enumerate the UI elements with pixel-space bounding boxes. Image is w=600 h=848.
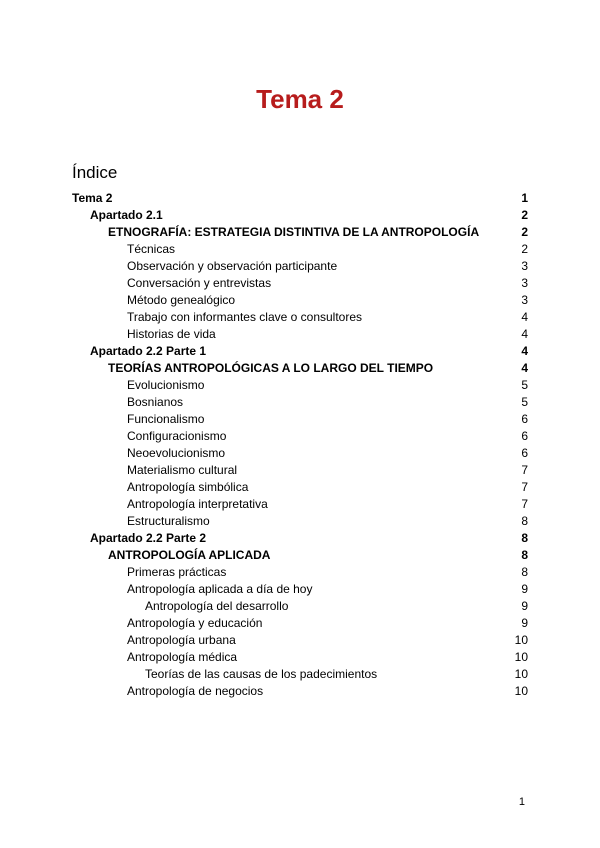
- toc-entry-label: ANTROPOLOGÍA APLICADA: [108, 548, 271, 562]
- toc-entry[interactable]: [72, 479, 528, 496]
- toc-entry-label: Antropología aplicada a día de hoy: [127, 582, 313, 596]
- toc-entry-page: 10: [514, 650, 528, 664]
- toc-entry-page: 8: [521, 548, 528, 562]
- toc-entry[interactable]: [72, 377, 528, 394]
- toc-entry-label: Primeras prácticas: [127, 565, 227, 579]
- toc-entry[interactable]: [72, 207, 528, 224]
- toc-entry[interactable]: [72, 615, 528, 632]
- toc-entry[interactable]: [72, 564, 528, 581]
- toc-entry-label: Antropología interpretativa: [127, 497, 268, 511]
- toc-entry-label: Funcionalismo: [127, 412, 205, 426]
- toc-entry-page: 4: [521, 344, 528, 358]
- toc-entry-page: 8: [521, 565, 528, 579]
- toc-entry[interactable]: [72, 275, 528, 292]
- document-title: Tema 2: [256, 84, 344, 114]
- toc-entry-label: Trabajo con informantes clave o consultores: [127, 310, 363, 324]
- toc-entry-label: Configuracionismo: [127, 429, 227, 443]
- toc-entry-page: 5: [521, 395, 528, 409]
- toc-entry-label: Antropología y educación: [127, 616, 263, 630]
- toc-entry-page: 7: [521, 480, 528, 494]
- toc-entry-page: 3: [521, 259, 528, 273]
- toc-entry-page: 10: [514, 633, 528, 647]
- toc-entry-label: TEORÍAS ANTROPOLÓGICAS A LO LARGO DEL TIEMPO: [108, 361, 434, 375]
- toc-entry[interactable]: [72, 292, 528, 309]
- toc-entry-label: Materialismo cultural: [127, 463, 238, 477]
- toc-entry[interactable]: [72, 598, 528, 615]
- toc-entry-page: 2: [521, 208, 528, 222]
- toc-entry-label: Tema 2: [72, 191, 113, 205]
- toc-entry[interactable]: [72, 326, 528, 343]
- toc-entry-page: 8: [521, 514, 528, 528]
- toc-entry[interactable]: [72, 666, 528, 683]
- page-number: 1: [518, 796, 525, 808]
- toc-entry-label: Bosnianos: [127, 395, 184, 409]
- toc-entry-page: 4: [521, 327, 528, 341]
- toc-entry[interactable]: [72, 462, 528, 479]
- toc-entry-label: Neoevolucionismo: [127, 446, 226, 460]
- toc-entry-label: Antropología médica: [127, 650, 238, 664]
- toc-entry-label: Técnicas: [127, 242, 176, 256]
- toc-entry[interactable]: [72, 632, 528, 649]
- toc-entry-label: Evolucionismo: [127, 378, 205, 392]
- toc-entry-page: 6: [521, 412, 528, 426]
- toc-entry-label: Antropología urbana: [127, 633, 236, 647]
- toc-entry[interactable]: [72, 683, 528, 700]
- toc-entry-page: 6: [521, 446, 528, 460]
- toc-entry[interactable]: [72, 581, 528, 598]
- toc-entry-label: Apartado 2.1: [90, 208, 163, 222]
- toc-entry-page: 10: [514, 684, 528, 698]
- toc-entry-page: 10: [514, 667, 528, 681]
- toc-entry-label: Apartado 2.2 Parte 2: [90, 531, 207, 545]
- toc-entry[interactable]: [72, 513, 528, 530]
- toc-entry-label: Antropología simbólica: [127, 480, 249, 494]
- toc-entry-page: 7: [521, 463, 528, 477]
- toc-entry-label: Observación y observación participante: [127, 259, 338, 273]
- toc-entry-page: 9: [521, 582, 528, 596]
- toc-entry-page: 5: [521, 378, 528, 392]
- toc-entry-page: 2: [521, 225, 528, 239]
- toc-entry-page: 1: [521, 191, 528, 205]
- toc-entry-label: Apartado 2.2 Parte 1: [90, 344, 207, 358]
- toc-entry-label: ETNOGRAFÍA: ESTRATEGIA DISTINTIVA DE LA ANTROPOLOGÍA: [108, 225, 480, 239]
- toc-entry[interactable]: [72, 649, 528, 666]
- toc-entry[interactable]: [72, 394, 528, 411]
- toc-entry-page: 8: [521, 531, 528, 545]
- index-heading: Índice: [72, 163, 118, 182]
- toc-entry[interactable]: [72, 360, 528, 377]
- toc-entry[interactable]: [72, 224, 528, 241]
- toc-entry-label: Teorías de las causas de los padecimientos: [145, 667, 378, 681]
- toc-entry[interactable]: [72, 445, 528, 462]
- toc-entry[interactable]: [72, 241, 528, 258]
- toc-entry-label: Método genealógico: [127, 293, 236, 307]
- toc-entry-label: Antropología del desarrollo: [145, 599, 289, 613]
- toc-entry-page: 6: [521, 429, 528, 443]
- toc-entry-page: 3: [521, 276, 528, 290]
- toc-entry-page: 3: [521, 293, 528, 307]
- toc-entry[interactable]: [72, 547, 528, 564]
- toc-entry[interactable]: [72, 343, 528, 360]
- toc-entry[interactable]: [72, 530, 528, 547]
- toc-entry[interactable]: [72, 411, 528, 428]
- toc-entry[interactable]: [72, 258, 528, 275]
- toc-entry[interactable]: [72, 428, 528, 445]
- toc-entry-label: Historias de vida: [127, 327, 216, 341]
- toc-entry-page: 4: [521, 361, 528, 375]
- toc-entry-page: 7: [521, 497, 528, 511]
- toc-entry-label: Antropología de negocios: [127, 684, 264, 698]
- toc-entry[interactable]: [72, 496, 528, 513]
- toc-entry-page: 9: [521, 599, 528, 613]
- toc-entry[interactable]: [72, 190, 528, 207]
- toc-entry-page: 4: [521, 310, 528, 324]
- toc-entry-label: Estructuralismo: [127, 514, 210, 528]
- toc-entry-page: 9: [521, 616, 528, 630]
- toc-entry[interactable]: [72, 309, 528, 326]
- toc-entry-label: Conversación y entrevistas: [127, 276, 272, 290]
- table-of-contents: [72, 190, 528, 700]
- toc-entry-page: 2: [521, 242, 528, 256]
